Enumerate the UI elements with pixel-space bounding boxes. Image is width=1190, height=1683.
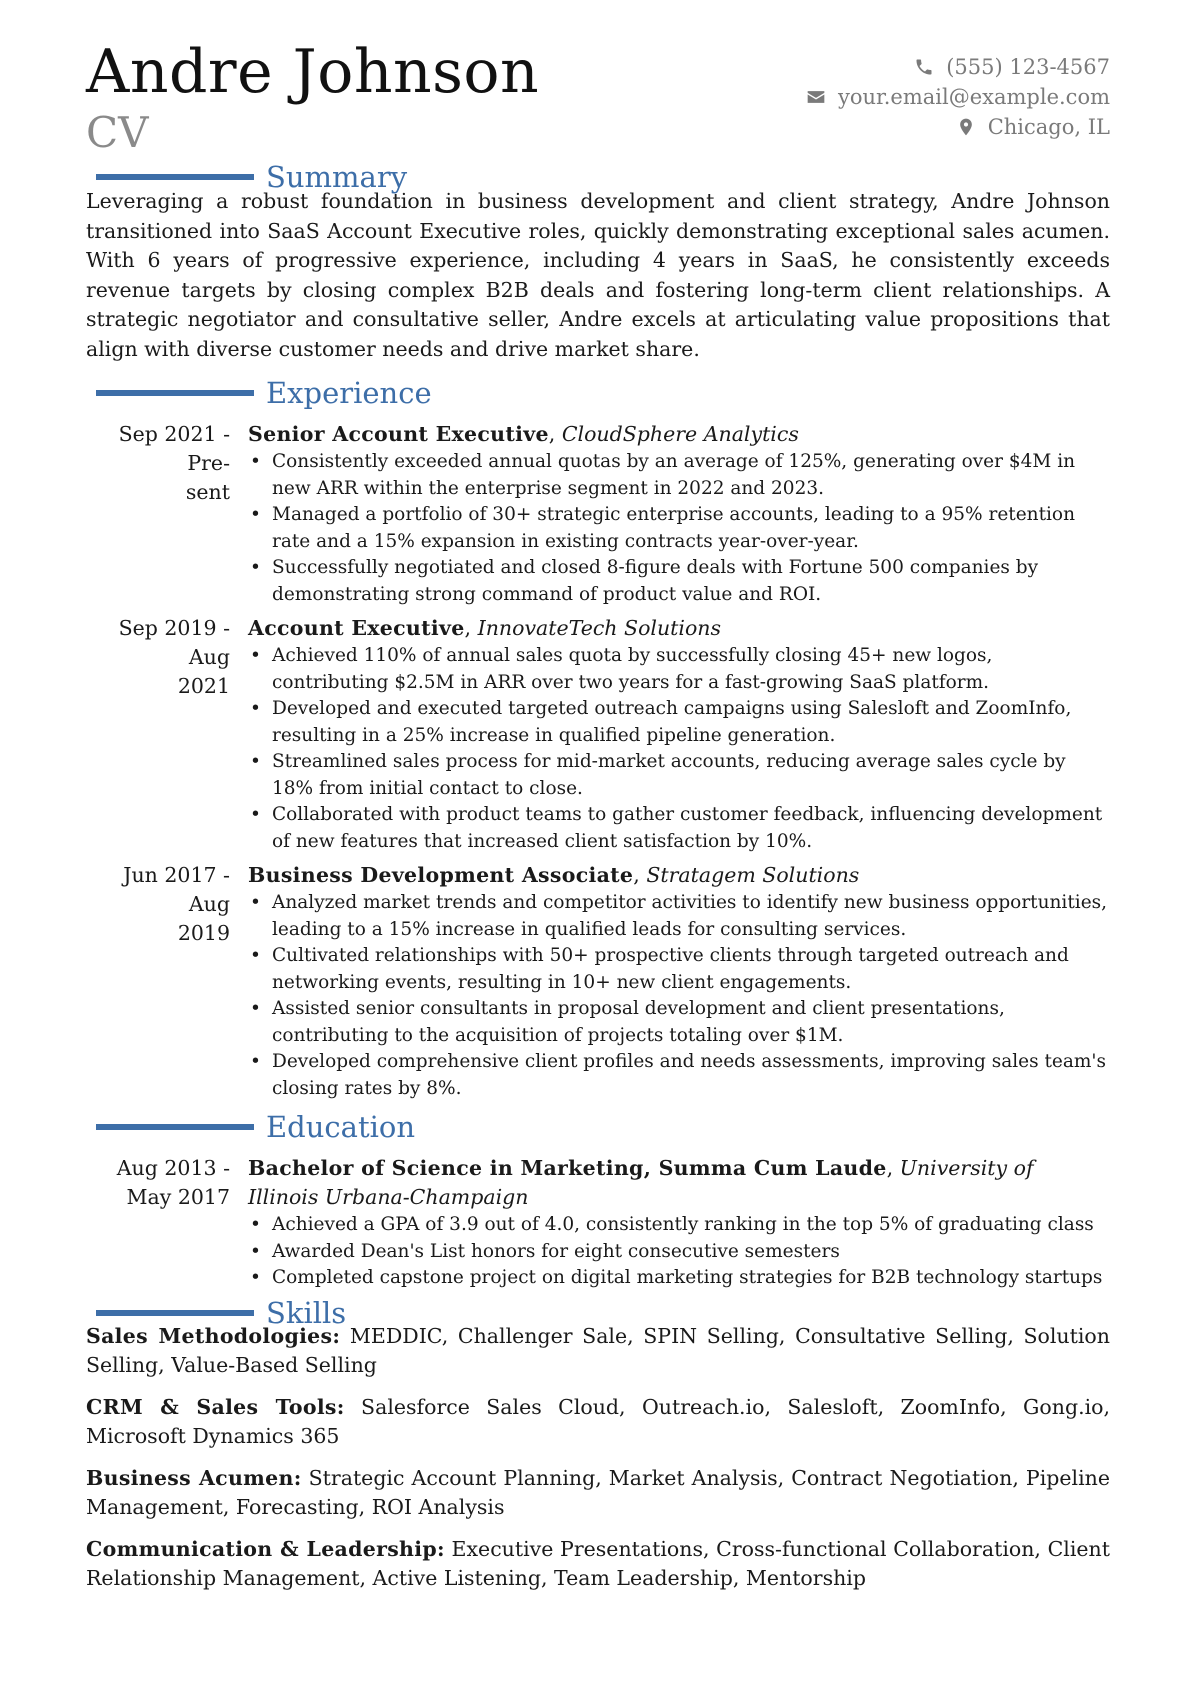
- date-line: Sep 2019 - Aug: [118, 616, 230, 669]
- skill-values: Salesforce Sales Cloud, Outreach.io, Salesloft, ZoomInfo, Gong.io, Microsoft Dynamics 365: [86, 1394, 1110, 1448]
- job-dates: [86, 861, 248, 1102]
- bullet-item: • Analyzed market trends and competitor activities to identify new business opportunities, leading to a 15% increase in qualified leads for consulting services.: [272, 890, 1110, 943]
- bullet-item: • Consistently exceeded annual quotas by an average of 125%, generating over $4M in new ARR within the enterprise segment in 2022 and 2023.: [272, 449, 1110, 502]
- summary-text: Leveraging a robust foundation in business development and client strategy, Andre Johnson transitioned into SaaS Account Executive roles, quickly demonstrating exceptional sales acumen. With 6 years of progressive experience, including 4 years in SaaS, he consistently exceeds revenue targets by closing complex B2B deals and fostering long-term client relationships. A strategic negotiator and consultative seller, Andre excels at articulating value propositions that align with diverse customer needs and drive market share.: [86, 189, 1110, 361]
- candidate-name: Andre Johnson: [86, 37, 540, 107]
- degree-line: Bachelor of Science in Marketing, Summa Cum Laude, University of Illinois Urbana-Champaign: [248, 1156, 1034, 1209]
- date-line: Aug 2013 -: [116, 1156, 230, 1180]
- job-dates: [86, 420, 248, 608]
- skill-label: Business Acumen:: [86, 1465, 302, 1490]
- job-company: Stratagem Solutions: [646, 863, 860, 887]
- job-entry: [86, 861, 1110, 1102]
- education-dates: [86, 1154, 248, 1292]
- skill-group: [86, 1535, 1110, 1594]
- date-line: 2021: [177, 674, 230, 698]
- degree-title: Bachelor of Science in Marketing, Summa Cum Laude: [248, 1156, 887, 1180]
- contact-phone: [806, 52, 1110, 82]
- job-title-line: Business Development Associate, Stratagem Solutions: [248, 863, 860, 887]
- job-body: [248, 861, 1110, 1102]
- section-title: Summary: [266, 160, 408, 194]
- job-title-line: Senior Account Executive, CloudSphere Analytics: [248, 422, 799, 446]
- bullet-item: • Managed a portfolio of 30+ strategic enterprise accounts, leading to a 95% retention rate and a 15% expansion in existing contracts year-over-year.: [272, 502, 1110, 555]
- job-company: InnovateTech Solutions: [477, 616, 722, 640]
- bullet-item: • Developed and executed targeted outreach campaigns using Salesloft and ZoomInfo, resulting in a 25% increase in qualified pipeline generation.: [272, 696, 1110, 749]
- phone-text: (555) 123-4567: [946, 55, 1110, 79]
- document-subtitle: CV: [86, 108, 149, 157]
- skill-values: Strategic Account Planning, Market Analysis, Contract Negotiation, Pipeline Management, Forecasting, ROI Analysis: [86, 1465, 1110, 1519]
- bullet-item: • Awarded Dean's List honors for eight consecutive semesters: [272, 1239, 1110, 1266]
- job-title-line: Account Executive, InnovateTech Solutions: [248, 616, 722, 640]
- job-role: Senior Account Executive: [248, 422, 549, 446]
- skills-list: [86, 1322, 1110, 1594]
- skills-heading: [86, 1296, 1110, 1336]
- section-title: Education: [266, 1110, 416, 1144]
- bullet-item: • Cultivated relationships with 50+ prospective clients through targeted outreach and networking events, resulting in 10+ new client engagements.: [272, 943, 1110, 996]
- job-entry: [86, 420, 1110, 608]
- job-role: Business Development Associate: [248, 863, 634, 887]
- job-bullets: [248, 449, 1110, 608]
- contact-block: [806, 52, 1110, 142]
- section-accent-bar: [96, 1124, 254, 1130]
- education-bullets: [248, 1212, 1110, 1292]
- bullet-item: • Developed comprehensive client profiles and needs assessments, improving sales team's closing rates by 8%.: [272, 1049, 1110, 1102]
- job-role: Account Executive: [248, 616, 465, 640]
- skill-group: [86, 1393, 1110, 1452]
- section-accent-bar: [96, 1310, 254, 1316]
- education-heading: [86, 1110, 1110, 1150]
- job-bullets: [248, 643, 1110, 855]
- contact-email: [806, 82, 1110, 112]
- section-accent-bar: [96, 390, 254, 396]
- email-text[interactable]: your.email@example.com: [837, 85, 1110, 109]
- bullet-item: • Successfully negotiated and closed 8-figure deals with Fortune 500 companies by demonstrating strong command of product value and ROI.: [272, 555, 1110, 608]
- date-line: sent: [185, 480, 230, 504]
- skill-values: Executive Presentations, Cross-functional Collaboration, Client Relationship Management, Active Listening, Team Leadership, Mentorship: [86, 1536, 1110, 1590]
- date-line: 2019: [177, 921, 230, 945]
- job-body: [248, 420, 1110, 608]
- date-line: Jun 2017 - Aug: [123, 863, 230, 916]
- bullet-item: • Collaborated with product teams to gather customer feedback, influencing development of new features that increased client satisfaction by 10%.: [272, 802, 1110, 855]
- section-accent-bar: [96, 174, 254, 180]
- skill-label: Sales Methodologies:: [86, 1323, 341, 1348]
- summary-heading: [86, 160, 1110, 200]
- job-dates: [86, 614, 248, 855]
- institution-name: University of Illinois Urbana-Champaign: [248, 1156, 1034, 1209]
- date-line: May 2017: [126, 1185, 230, 1209]
- section-title: Experience: [266, 376, 432, 410]
- section-title: Skills: [266, 1295, 347, 1330]
- envelope-icon: [806, 87, 826, 107]
- bullet-item: • Achieved a GPA of 3.9 out of 4.0, consistently ranking in the top 5% of graduating class: [272, 1212, 1110, 1239]
- bullet-item: • Achieved 110% of annual sales quota by successfully closing 45+ new logos, contributing $2.5M in ARR over two years for a fast-growing SaaS platform.: [272, 643, 1110, 696]
- job-company: CloudSphere Analytics: [561, 422, 799, 446]
- job-bullets: [248, 890, 1110, 1102]
- location-text: Chicago, IL: [987, 115, 1110, 139]
- contact-location: [806, 112, 1110, 142]
- skill-values: MEDDIC, Challenger Sale, SPIN Selling, Consultative Selling, Solution Selling, Value-Based Selling: [86, 1323, 1110, 1377]
- skill-label: CRM & Sales Tools:: [86, 1394, 345, 1419]
- experience-heading: [86, 376, 1110, 416]
- job-entry: [86, 614, 1110, 855]
- bullet-item: • Assisted senior consultants in proposal development and client presentations, contributing to the acquisition of projects totaling over $1M.: [272, 996, 1110, 1049]
- date-line: Sep 2021 - Pre-: [118, 422, 230, 475]
- skill-label: Communication & Leadership:: [86, 1536, 445, 1561]
- bullet-item: • Completed capstone project on digital marketing strategies for B2B technology startups: [272, 1265, 1110, 1292]
- map-pin-icon: [956, 117, 976, 137]
- resume-header: [86, 0, 1110, 160]
- skill-group: [86, 1464, 1110, 1523]
- education-entry: [86, 1154, 1110, 1292]
- education-body: [248, 1154, 1110, 1292]
- phone-icon: [914, 57, 934, 77]
- resume-page: [86, 0, 1110, 1606]
- job-body: [248, 614, 1110, 855]
- bullet-item: • Streamlined sales process for mid-market accounts, reducing average sales cycle by 18% from initial contact to close.: [272, 749, 1110, 802]
